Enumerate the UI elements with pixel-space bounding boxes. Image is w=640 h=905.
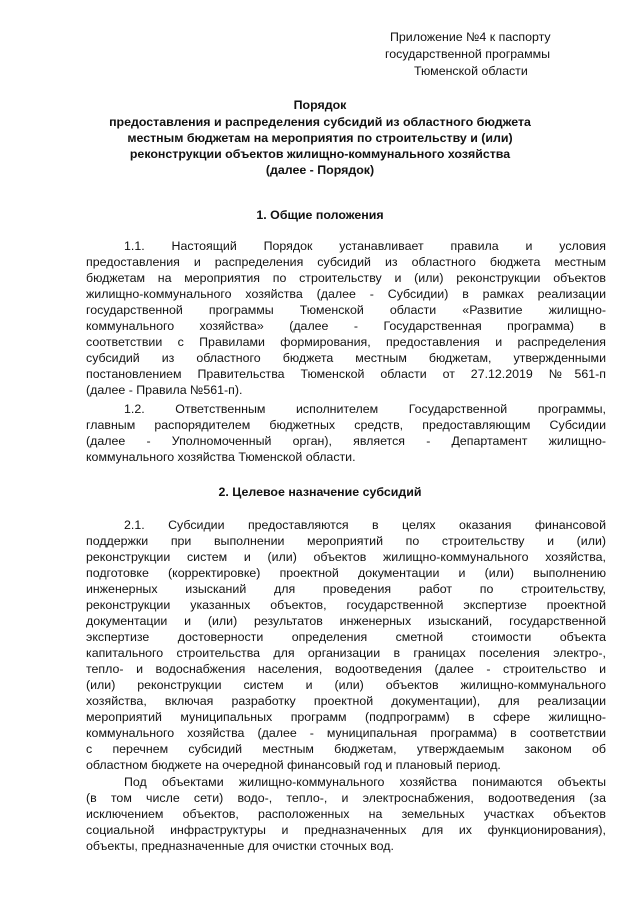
section-1-line: предоставления и распределения субсидий из областного бюджета местным: [86, 255, 606, 269]
document-title: Порядок: [293, 98, 347, 112]
section-2-line: реконструкции систем и (или) объектов жилищно-коммунального хозяйства,: [86, 550, 606, 564]
section-2-heading: 2. Целевое назначение субсидий: [218, 485, 422, 499]
section-1-line: (далее - Уполномоченный орган), является - Департамент жилищно-: [86, 434, 606, 448]
section-2-line: поддержки при выполнении мероприятий по строительству и (или): [86, 534, 606, 548]
section-2-line: капитального строительства для организации в границах поселения электро-,: [86, 646, 606, 660]
section-1-line: (далее - Правила №561-п).: [86, 383, 243, 397]
section-2-line: областном бюджете на очередной финансовый год и плановый период.: [86, 758, 501, 772]
document-subtitle-line-1: предоставления и распределения субсидий из областного бюджета: [109, 115, 531, 129]
section-1-line: бюджетам на мероприятия по строительству и (или) реконструкции объектов: [86, 271, 606, 285]
header-note-line-2: государственной программы: [385, 47, 551, 61]
section-2-line: с перечнем субсидий местным бюджетам, утверждаемым законом об: [86, 742, 606, 756]
section-1-line: коммунального хозяйства» (далее - Государственная программа) в: [86, 319, 606, 333]
document-subtitle-line-4: (далее - Порядок): [265, 163, 375, 177]
section-1-line: постановлением Правительства Тюменской области от 27.12.2019 №561-п: [86, 367, 606, 381]
section-1-line: жилищно-коммунального хозяйства (далее - Субсидии) в рамках реализации: [86, 287, 606, 301]
section-2-line: Под объектами жилищно-коммунального хозяйства понимаются объекты: [124, 775, 606, 789]
section-2-line: подготовке (корректировке) проектной документации и (или) выполнению: [86, 566, 606, 580]
header-note-line-3: Тюменской области: [414, 64, 528, 78]
section-2-line: 2.1. Субсидии предоставляются в целях оказания финансовой: [124, 518, 606, 532]
section-1-line: 1.2. Ответственным исполнителем Государственной программы,: [124, 402, 606, 416]
section-1-line: 1.1. Настоящий Порядок устанавливает правила и условия: [124, 239, 606, 253]
section-2-line: документации и (или) результатов инженерных изысканий, государственной: [86, 614, 606, 628]
section-1-heading: 1. Общие положения: [256, 208, 384, 222]
section-2-line: инженерных изысканий для проведения работ по строительству,: [86, 582, 606, 596]
section-2-line: коммунального хозяйства (далее - муниципальная программа) в соответствии: [86, 726, 606, 740]
header-note-line-1: Приложение №4 к паспорту: [390, 30, 551, 44]
section-2-line: реконструкции указанных объектов, государственной экспертизе проектной: [86, 598, 606, 612]
section-1-line: коммунального хозяйства Тюменской области.: [86, 450, 356, 464]
section-2-line: (в том числе сети) водо-, тепло-, и электроснабжения, водоотведения (за: [86, 791, 606, 805]
document-subtitle-line-2: местным бюджетам на мероприятия по строительству и (или): [127, 131, 513, 145]
section-2-line: (или) реконструкции систем и (или) объектов жилищно-коммунального: [86, 678, 606, 692]
section-2-line: объекты, предназначенные для очистки сточных вод.: [86, 839, 394, 853]
section-1-line: соответствии с Правилами формирования, предоставления и распределения: [86, 335, 606, 349]
section-2-line: хозяйства, включая разработку проектной документации), для реализации: [86, 694, 606, 708]
section-2-line: тепло- и водоснабжения населения, водоотведения (далее - строительство и: [86, 662, 606, 676]
section-1-line: субсидий из областного бюджета местным бюджетам, утвержденными: [86, 351, 606, 365]
document-subtitle-line-3: реконструкции объектов жилищно-коммунального хозяйства: [129, 147, 511, 161]
section-2-line: исключением объектов, расположенных на земельных участках объектов: [86, 807, 606, 821]
section-2-line: социальной инфраструктуры и предназначенных для их функционирования),: [86, 823, 606, 837]
section-1-line: главным распорядителем бюджетных средств, предоставляющим Субсидии: [86, 418, 606, 432]
section-1-line: государственной программы Тюменской области «Развитие жилищно-: [86, 303, 606, 317]
section-2-line: экспертизе достоверности определения сметной стоимости объекта: [86, 630, 606, 644]
section-2-line: мероприятий муниципальных программ (подпрограмм) в сфере жилищно-: [86, 710, 606, 724]
